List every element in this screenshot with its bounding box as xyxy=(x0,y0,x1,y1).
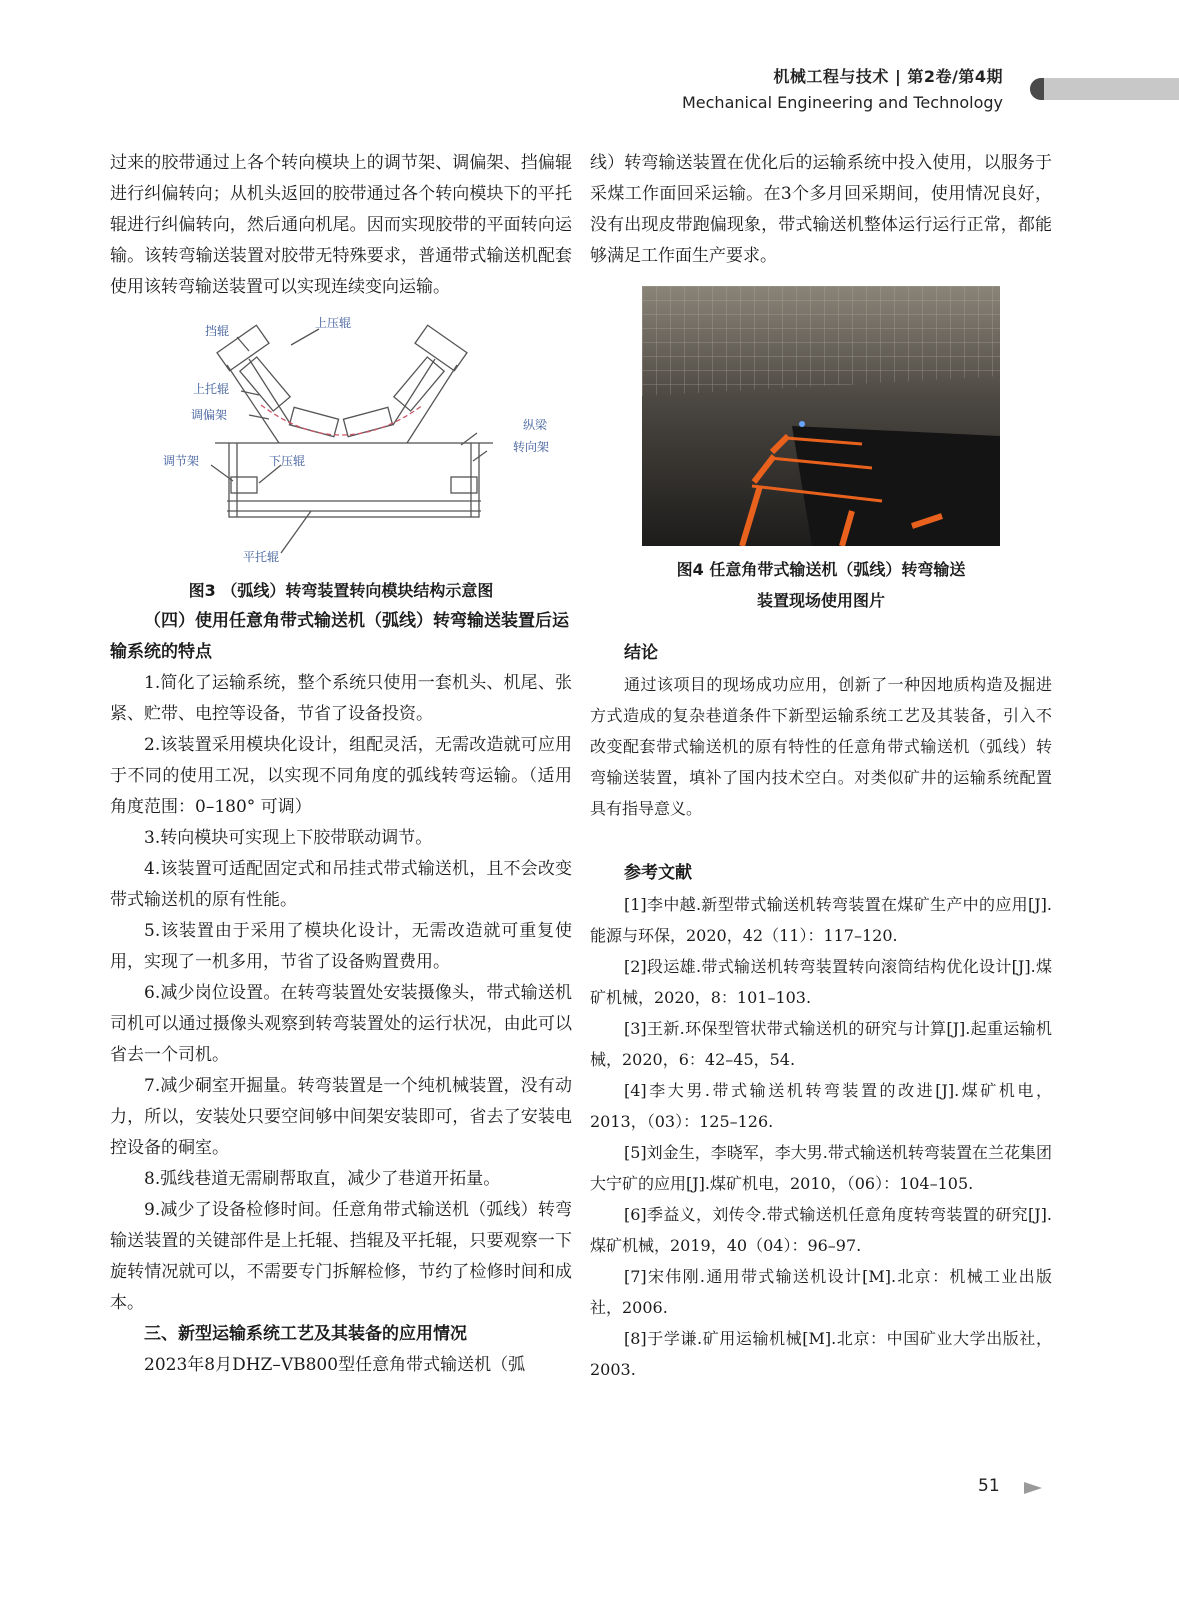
fig3-label-zhuanxiangjia: 转向架 xyxy=(513,440,550,454)
fig3-label-tiaopianjia: 调偏架 xyxy=(191,408,228,422)
figure-3-caption: 图3 （弧线）转弯装置转向模块结构示意图 xyxy=(188,581,494,600)
fig3-label-tiaojiejia: 调节架 xyxy=(163,454,200,468)
left-para-1: 过来的胶带通过上各个转向模块上的调节架、调偏架、挡偏辊进行纠偏转向；从机头返回的胶带通过各个转向模块下的平托辊进行纠偏转向，然后通向机尾。因而实现胶带的平面转向运输。该转弯输送装置对胶带无特殊要求，普通带式输送机配套使用该转弯输送装置可以实现连续变向运输。 xyxy=(110,153,572,297)
fig3-label-shangtuogun: 上托辊 xyxy=(193,382,230,396)
journal-header xyxy=(682,64,1003,112)
feature-item-5: 5.该装置由于采用了模块化设计，无需改造就可重复使用，实现了一机多用，节省了设备购置费用。 xyxy=(110,921,572,972)
feature-item-8: 8.弧线巷道无需刷帮取直，减少了巷道开拓量。 xyxy=(144,1169,501,1189)
fig3-label-zongliang: 纵梁 xyxy=(523,418,548,432)
feature-item-6: 6.减少岗位设置。在转弯装置处安装摄像头，带式输送机司机可以通过摄像头观察到转弯装置处的运行状况，由此可以省去一个司机。 xyxy=(110,983,572,1065)
page-number: 51 xyxy=(978,1476,1000,1496)
conclusion-heading: 结论 xyxy=(624,643,658,663)
section-3-heading: 三、新型运输系统工艺及其装备的应用情况 xyxy=(144,1324,467,1344)
section-4-heading: （四）使用任意角带式输送机（弧线）转弯输送装置后运输系统的特点 xyxy=(110,611,569,662)
reference-7: [7]宋伟刚.通用带式输送机设计[M].北京：机械工业出版社，2006. xyxy=(590,1267,1052,1317)
feature-item-9: 9.减少了设备检修时间。任意角带式输送机（弧线）转弯输送装置的关键部件是上托辊、挡辊及平托辊，只要观察一下旋转情况就可以，不需要专门拆解检修，节约了检修时间和成本。 xyxy=(110,1200,572,1313)
figure-4-caption-line-1: 图4 任意角带式输送机（弧线）转弯输送 xyxy=(676,560,966,579)
reference-2: [2]段运雄.带式输送机转弯装置转向滚筒结构优化设计[J].煤矿机械，2020，8：101–103. xyxy=(590,957,1052,1007)
feature-item-4: 4.该装置可适配固定式和吊挂式带式输送机，且不会改变带式输送机的原有性能。 xyxy=(110,859,572,910)
left-para-last: 2023年8月DHZ–VB800型任意角带式输送机（弧 xyxy=(144,1355,526,1375)
reference-6: [6]季益义，刘传令.带式输送机任意角度转弯装置的研究[J].煤矿机械，2019，40（04）：96–97. xyxy=(590,1205,1052,1255)
header-decor-bar xyxy=(1030,78,1179,100)
fig3-label-dangun: 挡辊 xyxy=(205,324,230,338)
conclusion-text: 通过该项目的现场成功应用，创新了一种因地质构造及掘进方式造成的复杂巷道条件下新型运输系统工艺及其装备，引入不改变配套带式输送机的原有特性的任意角带式输送机（弧线）转弯输送装置，填补了国内技术空白。对类似矿井的运输系统配置具有指导意义。 xyxy=(590,675,1052,818)
right-para-1: 线）转弯输送装置在优化后的运输系统中投入使用，以服务于采煤工作面回采运输。在3个多月回采期间，使用情况良好，没有出现皮带跑偏现象，带式输送机整体运行运行正常，都能够满足工作面生产要求。 xyxy=(590,153,1052,266)
page-arrow-icon xyxy=(1024,1482,1042,1494)
figure-4-caption-line-2: 装置现场使用图片 xyxy=(756,591,885,610)
journal-title-en: Mechanical Engineering and Technology xyxy=(681,93,1003,112)
references-heading: 参考文献 xyxy=(624,863,692,883)
fig3-label-shangyagun: 上压辊 xyxy=(315,316,352,330)
left-column xyxy=(110,148,572,1381)
feature-item-3: 3.转向模块可实现上下胶带联动调节。 xyxy=(144,828,433,848)
reference-3: [3]王新.环保型管状带式输送机的研究与计算[J].起重运输机械，2020，6：42–45，54. xyxy=(590,1019,1052,1069)
figure-3-diagram xyxy=(131,315,551,565)
reference-8: [8]于学谦.矿用运输机械[M].北京：中国矿业大学出版社，2003. xyxy=(590,1329,1052,1379)
reference-5: [5]刘金生，李晓军，李大男.带式输送机转弯装置在兰花集团大宁矿的应用[J].煤矿机电，2010，（06）：104–105. xyxy=(590,1143,1052,1193)
figure-4-photo xyxy=(642,286,1000,546)
reference-1: [1]李中越.新型带式输送机转弯装置在煤矿生产中的应用[J].能源与环保，2020，42（11）：117–120. xyxy=(590,895,1052,945)
journal-title-cn: 机械工程与技术 | 第2卷/第4期 xyxy=(773,67,1003,86)
feature-item-7: 7.减少硐室开掘量。转弯装置是一个纯机械装置，没有动力，所以，安装处只要空间够中间架安装即可，省去了安装电控设备的硐室。 xyxy=(110,1076,572,1158)
feature-item-2: 2.该装置采用模块化设计，组配灵活，无需改造就可应用于不同的使用工况，以实现不同角度的弧线转弯运输。（适用角度范围：0–180° 可调） xyxy=(110,735,572,817)
right-column xyxy=(590,148,1052,1385)
feature-item-1: 1.简化了运输系统，整个系统只使用一套机头、机尾、张紧、贮带、电控等设备，节省了设备投资。 xyxy=(110,673,572,724)
fig3-label-pingtuogun: 平托辊 xyxy=(243,550,280,564)
reference-4: [4]李大男.带式输送机转弯装置的改进[J].煤矿机电，2013，（03）：125–126. xyxy=(590,1081,1052,1131)
fig3-label-xiayagun: 下压辊 xyxy=(269,454,306,468)
